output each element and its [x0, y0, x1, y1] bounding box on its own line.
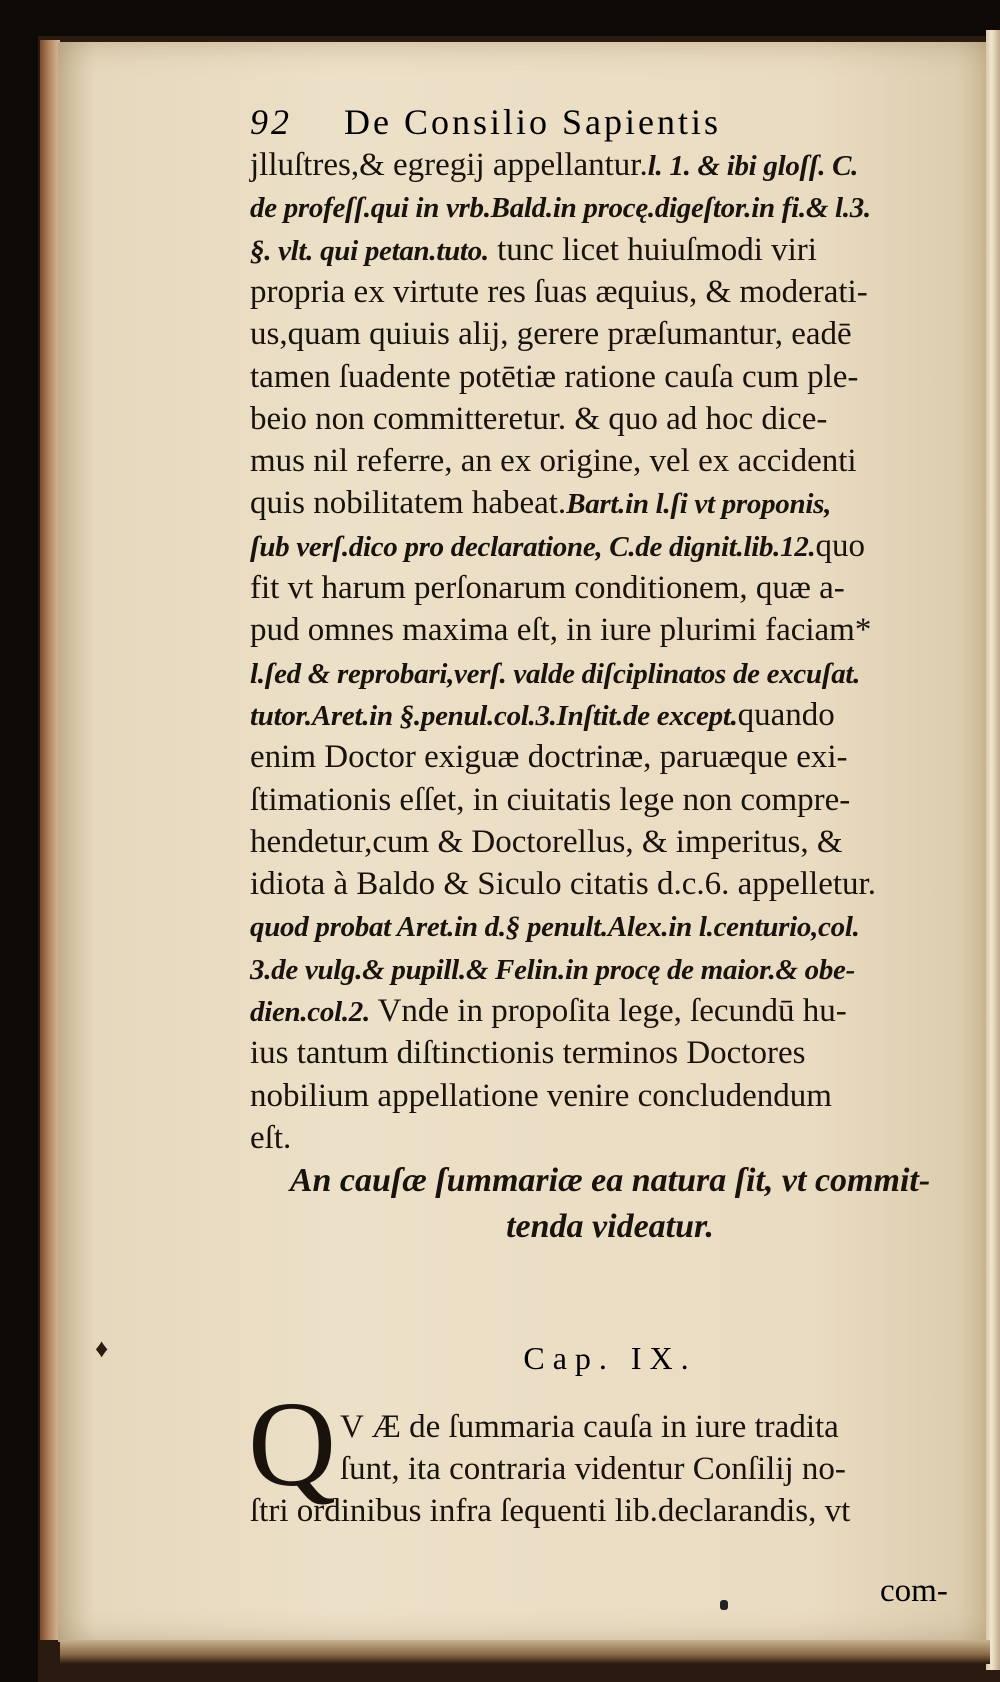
- body-line: [250, 948, 970, 991]
- body-line-text: jlluſtres,& egregij appellantur.: [250, 147, 648, 183]
- citation-text: ſub verſ.dico pro declaratione, C.de dignit.lib.12.: [250, 530, 816, 563]
- body-line: [250, 1117, 970, 1159]
- citation-text: 3.de vulg.& pupill.& Felin.in procę de maior.& obe-: [250, 953, 855, 986]
- body-line: [250, 398, 970, 440]
- body-line: [250, 186, 970, 229]
- citation-text: quod probat Aret.in d.§ penult.Alex.in l.centurio,col.: [250, 911, 860, 944]
- chapter-number: Cap. IX.: [523, 1340, 697, 1376]
- citation-text: §. vlt. qui petan.tuto.: [250, 234, 489, 267]
- body-line-text: tunc licet huiuſmodi viri: [488, 231, 817, 268]
- body-line-text: ius tantum diſtinctionis terminos Doctores: [250, 1035, 806, 1072]
- marginal-mark: ♦: [95, 1334, 109, 1363]
- page-bottom-edge: [60, 1640, 990, 1664]
- running-head: [250, 100, 970, 144]
- citation-text: de profeſſ.qui in vrb.Bald.in procę.digeſtor.in fi.& l.3.: [250, 192, 871, 225]
- body-line-text: idiota à Baldo & Siculo citatis d.c.6. appelletur.: [250, 866, 876, 903]
- body-line: [250, 694, 970, 737]
- ink-speck: [720, 1600, 728, 1610]
- citation-text: l.ſed & reprobari,verſ. valde diſciplinatos de excuſat.: [250, 657, 861, 690]
- citation-text: dien.col.2.: [250, 996, 370, 1028]
- body-line-text: hendetur,cum & Doctorellus, & imperitus, &: [250, 823, 843, 860]
- body-line: [250, 567, 970, 609]
- drop-capital: Q: [248, 1377, 337, 1512]
- body-line: [250, 356, 970, 398]
- chapter-heading-line-1: An cauſæ ſummariæ ea natura ſit, vt commit-: [289, 1162, 931, 1199]
- catchword: com-: [880, 1573, 948, 1609]
- body-line: [250, 905, 970, 948]
- body-line: [250, 863, 970, 905]
- body-line: [250, 271, 970, 313]
- page-gutter: [40, 40, 60, 1640]
- body-line: [250, 1075, 970, 1117]
- body-line-text: propria ex virtute res ſuas æquius, & moderati-: [250, 273, 868, 310]
- running-head-title: De Consilio Sapientis: [344, 102, 721, 142]
- body-line: [250, 990, 970, 1033]
- body-line: [250, 229, 970, 272]
- body-line-text: quo: [815, 527, 865, 564]
- body-line: [250, 313, 970, 355]
- body-line: [250, 440, 970, 482]
- body-line: [250, 821, 970, 863]
- page-number: 92: [250, 102, 292, 142]
- body-line-text: beio non committeretur. & quo ad hoc dice-: [250, 400, 828, 437]
- body-line-text: us,quam quiuis alij, gerere præſumantur, eadē: [250, 316, 852, 353]
- body-line-text: eſt.: [250, 1119, 292, 1156]
- body-line-text: mus nil referre, an ex origine, vel ex accidenti: [250, 443, 857, 480]
- paragraph-line-2: ſunt, ita contraria videntur Conſilij no-: [340, 1451, 846, 1487]
- body-line-text: tamen ſuadente potētiæ ratione cauſa cum ple-: [250, 358, 859, 395]
- body-line-text: nobilium appellatione venire concludendum: [250, 1077, 832, 1114]
- paragraph-line-3: ſtri ordinibus infra ſequenti lib.declarandis, vt: [250, 1493, 851, 1529]
- body-line-text: quis nobilitatem habeat.: [250, 485, 567, 522]
- body-line-text: ſtimationis eſſet, in ciuitatis lege non compre-: [250, 781, 851, 818]
- paragraph-line-1: V Æ de ſummaria cauſa in iure tradita: [340, 1409, 839, 1445]
- body-line-text: enim Doctor exiguæ doctrinæ, paruæque exi-: [250, 739, 848, 776]
- body-line: [250, 144, 970, 187]
- body-line: [250, 482, 970, 525]
- chapter-heading-line-2: tenda videatur.: [506, 1208, 714, 1245]
- citation-text: tutor.Aret.in §.penul.col.3.Inſtit.de except.: [250, 699, 738, 732]
- body-line: [250, 525, 970, 568]
- body-line: [250, 736, 970, 778]
- body-line-text: Vnde in propoſita lege, ſecundū hu-: [369, 993, 847, 1029]
- citation-text: Bart.in l.ſi vt proponis,: [566, 488, 832, 521]
- body-line: [250, 779, 970, 821]
- body-line-text: quando: [737, 696, 835, 733]
- citation-text: l. 1. & ibi gloſſ. C.: [647, 150, 859, 182]
- page-fore-edge: [986, 30, 1000, 1670]
- body-line-text: fit vt harum perſonarum conditionem, quæ a-: [250, 570, 845, 606]
- body-line: [250, 609, 970, 651]
- body-line-text: pud omnes maxima eſt, in iure plurimi faciam*: [250, 612, 872, 649]
- body-line: [250, 1032, 970, 1074]
- body-line: [250, 652, 970, 695]
